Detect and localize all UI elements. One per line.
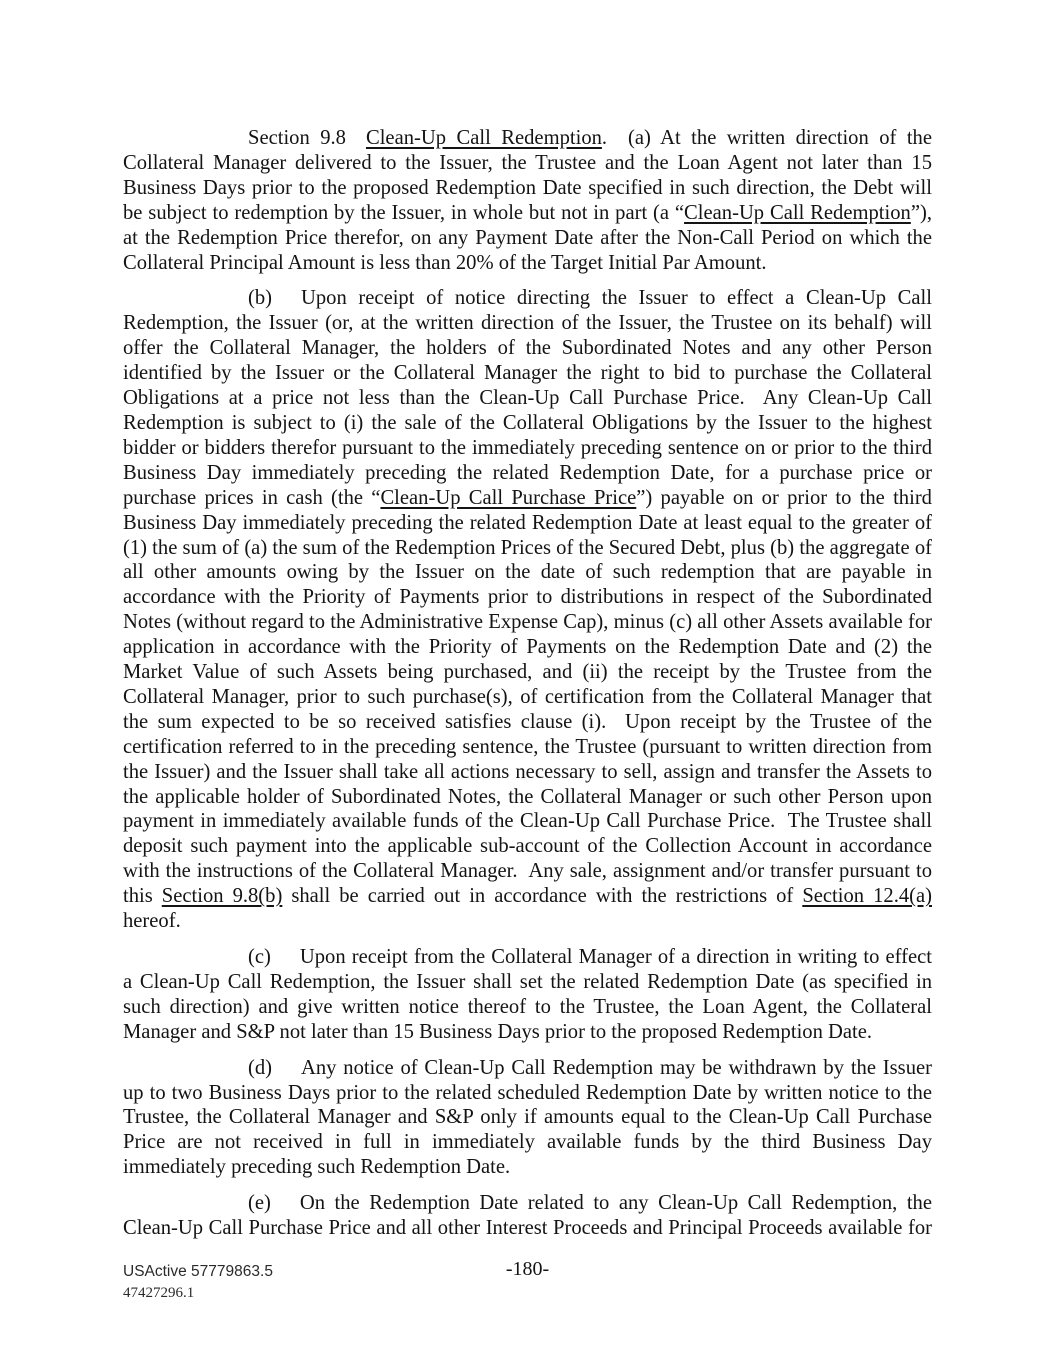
underlined-term: Section 12.4(a) — [802, 885, 932, 908]
text-run: ”) payable on or prior to the third Business Day immediately preceding the related Redemption Date at least equal to the greater of (1) the sum of (a) the sum of the Redemption Prices of the Secured Debt, plus (b) the aggregate of all other amounts owing by the Issuer on the date of such redemption that are payable in accordance with the Priority of Payments prior to distributions in respect of the Subordinated Notes (without regard to the Administrative Expense Cap), minus (c) all other Assets available for application in accordance with the Priority of Payments on the Redemption Date and (2) the Market Value of such Assets being purchased, and (ii) the receipt by the Trustee from the Collateral Manager, prior to such purchase(s), of certification from the Collateral Manager that the sum expected to be so received satisfies clause (i). Upon receipt by the Trustee of the certification referred to in the preceding sentence, the Trustee (pursuant to written direction from the Issuer) and the Issuer shall take all actions necessary to sell, assign and transfer the Assets to the applicable holder of Subordinated Notes, the Collateral Manager or such other Person upon payment in immediately available funds of the Clean-Up Call Purchase Price. The Trustee shall deposit such payment into the applicable sub-account of the Collection Account in accordance with the instructions of the Collateral Manager. Any sale, assignment and/or transfer pursuant to this — [123, 486, 932, 908]
page-number: -180- — [505, 1258, 550, 1280]
text-run: Section 9.8 — [248, 127, 346, 149]
text-run: ”), at the Redemption Price therefor, on any Payment Date after the Non-Call Period on which the Collateral Principal Amount is less than 20% of the Target Initial Par Amount. — [123, 201, 932, 274]
underlined-term: Clean-Up Call Redemption — [684, 201, 911, 224]
paragraph-b — [123, 286, 932, 934]
text-run: On the Redemption Date related to any Clean-Up Call Redemption, the Clean-Up Call Purchase Price and all other Interest Proceeds and Principal Proceeds available for — [123, 1192, 932, 1240]
text-run: (e) — [248, 1192, 271, 1215]
underlined-term: Clean-Up Call Redemption — [365, 127, 602, 149]
text-run: . (a) At the written direction of the Collateral Manager delivered to the Issuer, the Trustee and the Loan Agent not later than 15 Business Days prior to the proposed Redemption Date specified in such direction, the Debt will be subject to redemption by the Issuer, in whole but not in part (a “ — [123, 127, 932, 224]
footer-doc-id-line-1: USActive 57779863.5 — [123, 1263, 273, 1280]
text-run: Any notice of Clean-Up Call Redemption may be withdrawn by the Issuer up to two Business Days prior to the related scheduled Redemption Date by written notice to the Trustee, the Collateral Manager and S&P only if amounts equal to the Clean-Up Call Purchase Price are not received in full in immediately available funds by the third Business Day immediately preceding such Redemption Date. — [123, 1056, 932, 1179]
text-run: Upon receipt of notice directing the Issuer to effect a Clean-Up Call Redemption, the Issuer (or, at the written direction of the Issuer, the Trustee on its behalf) will offer the Collateral Manager, the holders of the Subordinated Notes and any other Person identified by the Issuer or the Collateral Manager the right to bid to purchase the Collateral Obligations at a price not less than the Clean-Up Call Purchase Price. Any Clean-Up Call Redemption is subject to (i) the sale of the Collateral Obligations by the Issuer to the highest bidder or bidders therefor pursuant to the immediately preceding sentence on or prior to the third Business Day immediately preceding the related Redemption Date, for a purchase price or purchase prices in cash (the “ — [123, 287, 932, 509]
text-run: (d) — [248, 1056, 273, 1079]
text-run: (c) — [248, 946, 271, 968]
text-run: Upon receipt from the Collateral Manager of a direction in writing to effect a Clean-Up Call Redemption, the Issuer shall set the related Redemption Date (as specified in such direction) and give written notice thereof to the Trustee, the Loan Agent, the Collateral Manager and S&P not later than 15 Business Days prior to the proposed Redemption Date. — [123, 946, 932, 1043]
paragraph-d — [123, 1056, 932, 1181]
document-body — [123, 126, 932, 1241]
text-run: (b) — [248, 287, 273, 310]
text-run: hereof. — [123, 910, 181, 933]
paragraph-c — [123, 945, 932, 1045]
underlined-term: Section 9.8(b) — [161, 885, 283, 908]
text-run: shall be carried out in accordance with the restrictions of — [282, 885, 803, 908]
footer-doc-id-line-2: 47427296.1 — [123, 1285, 195, 1301]
paragraph-e — [123, 1191, 932, 1241]
underlined-term: Clean-Up Call Purchase Price — [380, 486, 637, 509]
paragraph-section-9-8-a — [123, 126, 932, 275]
